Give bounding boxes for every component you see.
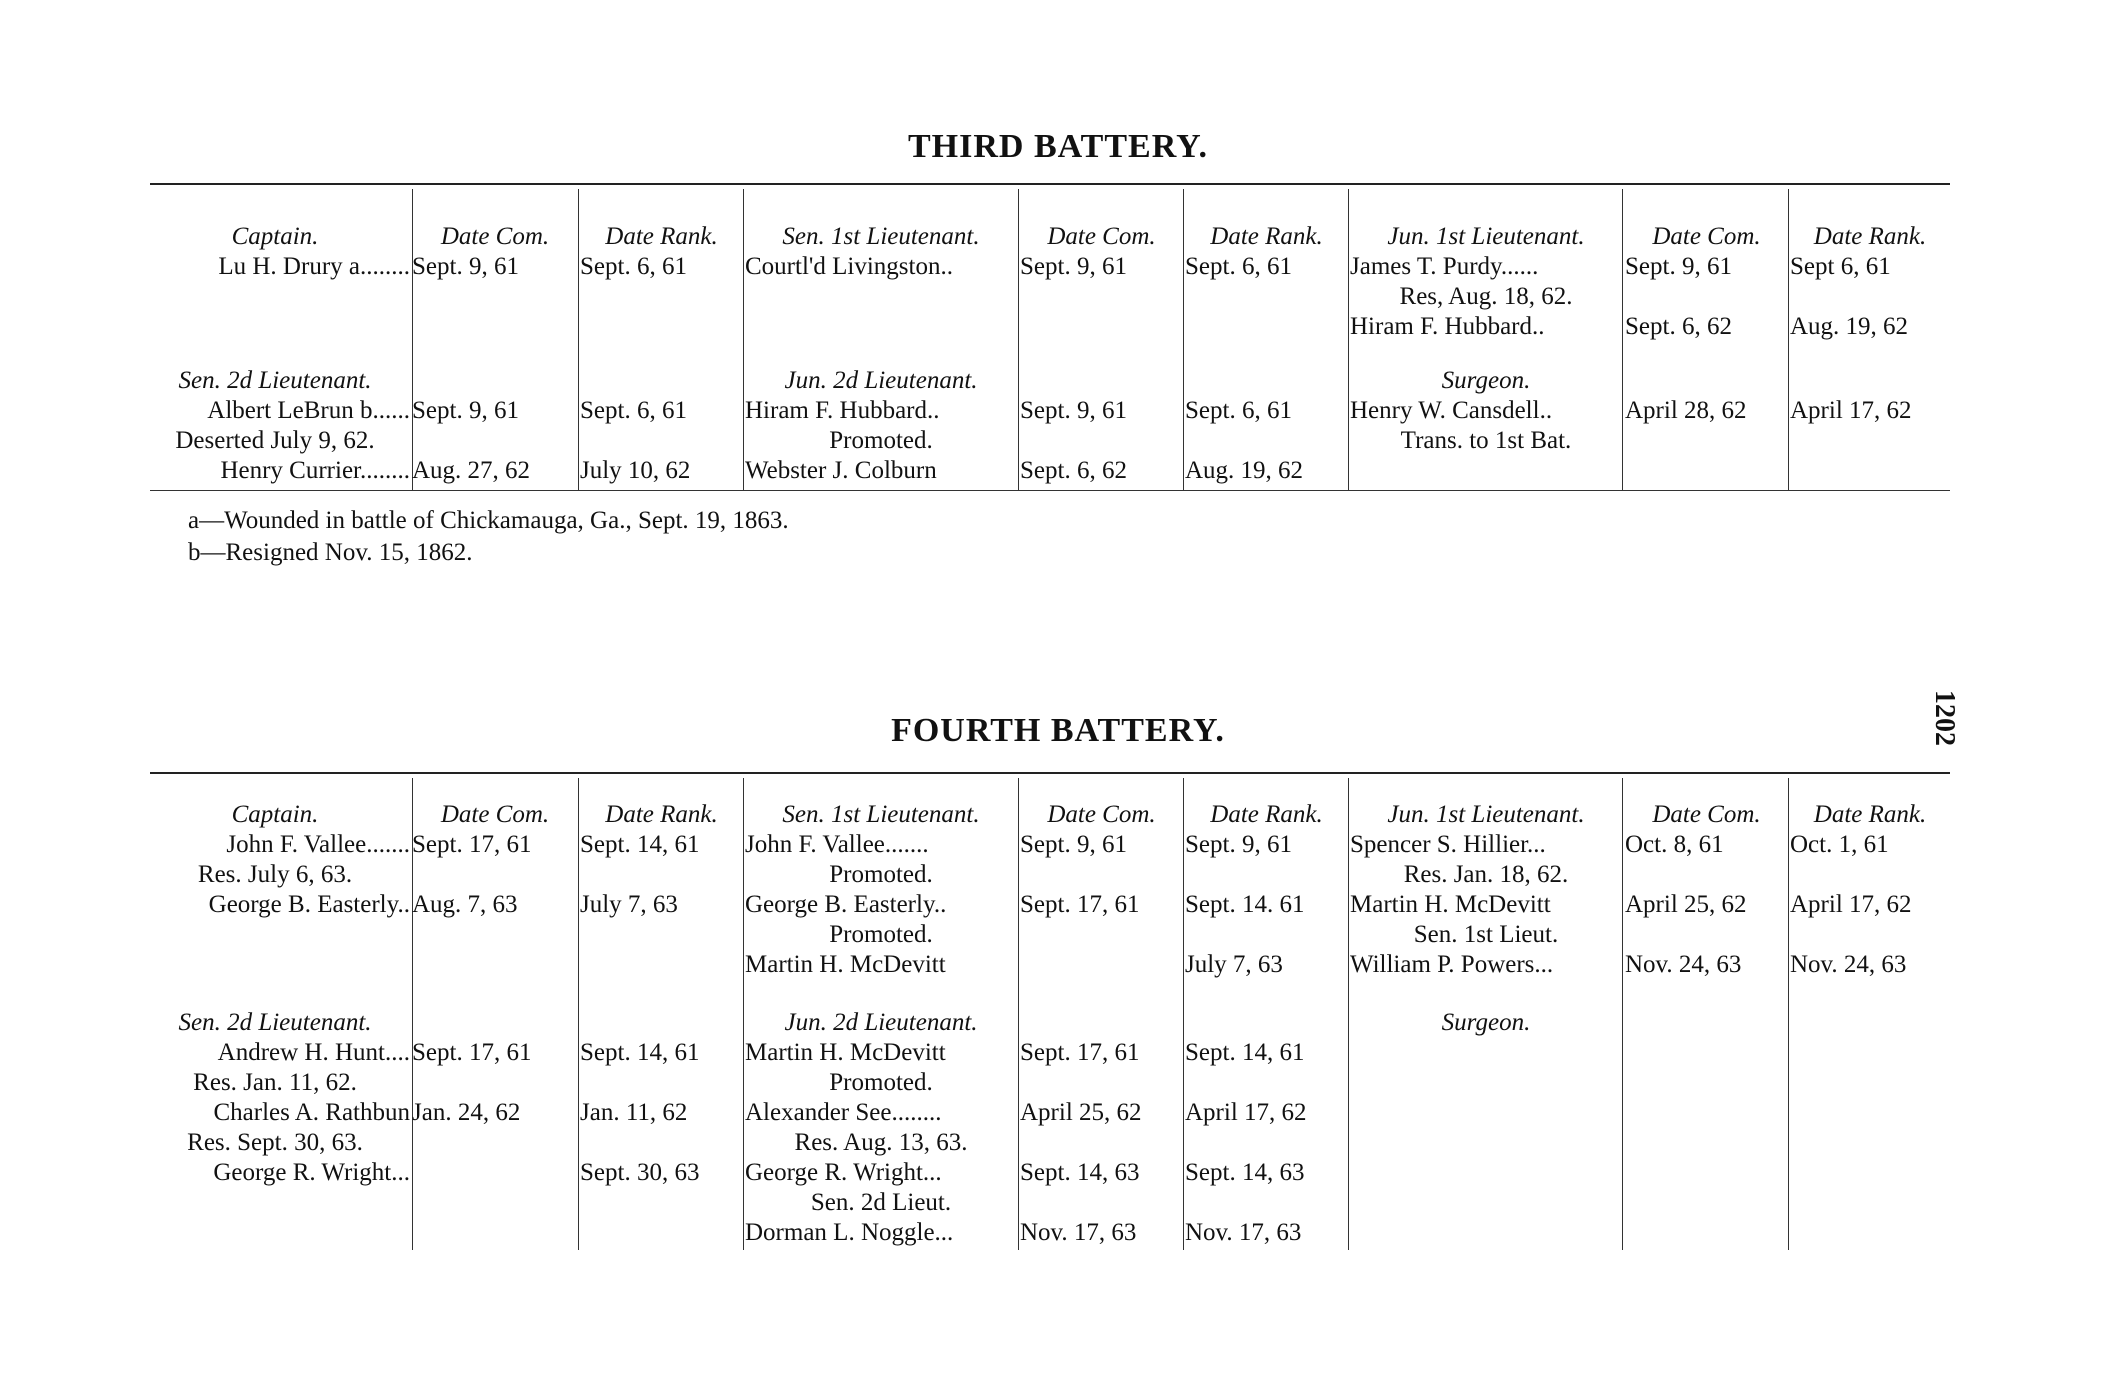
fourth-row1-2-col-6: Martin H. McDevitt <box>1350 891 1551 918</box>
fourth-header-7: Date Com. <box>1652 801 1761 828</box>
third-header-2: Date Rank. <box>605 223 718 250</box>
fourth-row1-2-col-5: Sept. 14. 61 <box>1185 891 1305 918</box>
fourth-row1-4-col-7: Nov. 24, 63 <box>1625 951 1742 978</box>
fourth-row2-2-col-5: April 17, 62 <box>1185 1099 1307 1126</box>
fourth-row2-4-col-5: Sept. 14, 63 <box>1185 1159 1305 1186</box>
third-row2-0-col-0: Albert LeBrun b...... <box>207 397 410 424</box>
fourth-row2-1-col-3: Promoted. <box>829 1069 933 1096</box>
third-column-divider <box>1018 189 1019 490</box>
fourth-row2-6-col-4: Nov. 17, 63 <box>1020 1219 1137 1246</box>
third-row2-2-col-0: Henry Currier........ <box>220 457 410 484</box>
fourth-row2-6-col-3: Dorman L. Noggle... <box>745 1219 954 1246</box>
fourth-title: FOURTH BATTERY. <box>891 712 1225 749</box>
fourth-row1-1-col-3: Promoted. <box>829 861 933 888</box>
fourth-row2-0-col-4: Sept. 17, 61 <box>1020 1039 1140 1066</box>
third-row1-0-col-6: James T. Purdy...... <box>1350 253 1539 280</box>
fourth-column-divider <box>1183 778 1184 1250</box>
fourth-header-3: Sen. 1st Lieutenant. <box>782 801 980 828</box>
fourth-column-divider <box>1622 778 1623 1250</box>
third-row2-2-col-2: July 10, 62 <box>580 457 691 484</box>
third-row2-0-col-7: April 28, 62 <box>1625 397 1747 424</box>
fourth-row2-3-col-0: Res. Sept. 30, 63. <box>187 1129 363 1156</box>
fourth-row2-2-col-4: April 25, 62 <box>1020 1099 1142 1126</box>
third-column-divider <box>1622 189 1623 490</box>
fourth-row1-2-col-2: July 7, 63 <box>580 891 678 918</box>
third-row1-2-col-8: Aug. 19, 62 <box>1790 313 1909 340</box>
fourth-row1-0-col-3: John F. Vallee....... <box>745 831 929 858</box>
fourth-top-rule <box>150 772 1950 774</box>
fourth-row2-2-col-3: Alexander See........ <box>745 1099 942 1126</box>
fourth-row2-6-col-5: Nov. 17, 63 <box>1185 1219 1302 1246</box>
fourth-row1-4-col-3: Martin H. McDevitt <box>745 951 946 978</box>
third-row1-0-col-3: Courtl'd Livingston.. <box>745 253 953 280</box>
third-column-divider <box>1183 189 1184 490</box>
fourth-row1-0-col-6: Spencer S. Hillier... <box>1350 831 1546 858</box>
third-row1-0-col-8: Sept 6, 61 <box>1790 253 1891 280</box>
fourth-row2-0-col-0: Andrew H. Hunt.... <box>217 1039 410 1066</box>
third-row2-0-col-6: Henry W. Cansdell.. <box>1350 397 1553 424</box>
fourth-row2-4-col-2: Sept. 30, 63 <box>580 1159 700 1186</box>
third-header2-6: Surgeon. <box>1441 367 1531 394</box>
fourth-row1-2-col-4: Sept. 17, 61 <box>1020 891 1140 918</box>
third-header-7: Date Com. <box>1652 223 1761 250</box>
third-row1-0-col-0: Lu H. Drury a........ <box>218 253 410 280</box>
third-header-1: Date Com. <box>440 223 550 250</box>
fourth-row2-3-col-3: Res. Aug. 13, 63. <box>794 1129 968 1156</box>
third-header-5: Date Rank. <box>1210 223 1323 250</box>
third-column-divider <box>578 189 579 490</box>
fourth-row2-0-col-1: Sept. 17, 61 <box>412 1039 532 1066</box>
fourth-column-divider <box>1788 778 1789 1250</box>
fourth-row1-1-col-0: Res. July 6, 63. <box>197 861 353 888</box>
third-row2-0-col-8: April 17, 62 <box>1790 397 1912 424</box>
third-header-6: Jun. 1st Lieutenant. <box>1387 223 1585 250</box>
fourth-row2-0-col-2: Sept. 14, 61 <box>580 1039 700 1066</box>
fourth-row1-0-col-5: Sept. 9, 61 <box>1185 831 1292 858</box>
fourth-row1-0-col-4: Sept. 9, 61 <box>1020 831 1127 858</box>
fourth-row1-2-col-3: George B. Easterly.. <box>745 891 947 918</box>
fourth-row1-0-col-7: Oct. 8, 61 <box>1625 831 1724 858</box>
third-row1-0-col-7: Sept. 9, 61 <box>1625 253 1732 280</box>
third-title: THIRD BATTERY. <box>908 128 1208 165</box>
third-row2-0-col-1: Sept. 9, 61 <box>412 397 519 424</box>
fourth-row1-4-col-6: William P. Powers... <box>1350 951 1554 978</box>
fourth-header-2: Date Rank. <box>605 801 718 828</box>
fourth-column-divider <box>1348 778 1349 1250</box>
fourth-header-1: Date Com. <box>440 801 550 828</box>
third-header-8: Date Rank. <box>1813 223 1927 250</box>
fourth-row1-0-col-8: Oct. 1, 61 <box>1790 831 1889 858</box>
fourth-row1-3-col-6: Sen. 1st Lieut. <box>1413 921 1559 948</box>
fourth-row1-4-col-5: July 7, 63 <box>1185 951 1283 978</box>
third-row2-0-col-2: Sept. 6, 61 <box>580 397 687 424</box>
fourth-header-0: Captain. <box>231 801 319 828</box>
third-bottom-rule <box>150 490 1950 491</box>
fourth-row2-4-col-3: George R. Wright... <box>745 1159 942 1186</box>
fourth-header2-0: Sen. 2d Lieutenant. <box>178 1009 372 1036</box>
fourth-row1-0-col-2: Sept. 14, 61 <box>580 831 700 858</box>
third-row2-1-col-6: Trans. to 1st Bat. <box>1400 427 1572 454</box>
third-row1-1-col-6: Res, Aug. 18, 62. <box>1399 283 1573 310</box>
fourth-column-divider <box>1018 778 1019 1250</box>
third-row2-2-col-3: Webster J. Colburn <box>745 457 937 484</box>
fourth-row2-2-col-0: Charles A. Rathbun <box>213 1099 410 1126</box>
third-row2-2-col-5: Aug. 19, 62 <box>1185 457 1304 484</box>
third-row2-2-col-4: Sept. 6, 62 <box>1020 457 1127 484</box>
page-number: 1202 <box>1929 690 1960 746</box>
third-top-rule <box>150 183 1950 185</box>
fourth-row1-2-col-8: April 17, 62 <box>1790 891 1912 918</box>
third-row1-2-col-6: Hiram F. Hubbard.. <box>1350 313 1545 340</box>
fourth-header2-6: Surgeon. <box>1441 1009 1531 1036</box>
third-header-0: Captain. <box>231 223 319 250</box>
fourth-row2-1-col-0: Res. Jan. 11, 62. <box>193 1069 357 1096</box>
fourth-header-6: Jun. 1st Lieutenant. <box>1387 801 1585 828</box>
fourth-header-5: Date Rank. <box>1210 801 1323 828</box>
fourth-row1-2-col-0: George B. Easterly.. <box>208 891 410 918</box>
fourth-row1-1-col-6: Res. Jan. 18, 62. <box>1403 861 1569 888</box>
fourth-column-divider <box>743 778 744 1250</box>
third-footnote-0: a—Wounded in battle of Chickamauga, Ga., Sept. 19, 1863. <box>188 507 789 534</box>
fourth-header2-3: Jun. 2d Lieutenant. <box>784 1009 978 1036</box>
fourth-column-divider <box>578 778 579 1250</box>
fourth-header-4: Date Com. <box>1047 801 1156 828</box>
fourth-row2-4-col-4: Sept. 14, 63 <box>1020 1159 1140 1186</box>
fourth-row2-0-col-3: Martin H. McDevitt <box>745 1039 946 1066</box>
third-row2-1-col-0: Deserted July 9, 62. <box>175 427 375 454</box>
third-header2-3: Jun. 2d Lieutenant. <box>784 367 978 394</box>
fourth-row2-0-col-5: Sept. 14, 61 <box>1185 1039 1305 1066</box>
fourth-row2-5-col-3: Sen. 2d Lieut. <box>810 1189 952 1216</box>
third-header-4: Date Com. <box>1047 223 1156 250</box>
third-header-3: Sen. 1st Lieutenant. <box>782 223 980 250</box>
third-row2-0-col-3: Hiram F. Hubbard.. <box>745 397 940 424</box>
fourth-row1-2-col-1: Aug. 7, 63 <box>412 891 518 918</box>
third-column-divider <box>1788 189 1789 490</box>
third-row1-0-col-5: Sept. 6, 61 <box>1185 253 1292 280</box>
third-row2-2-col-1: Aug. 27, 62 <box>412 457 531 484</box>
fourth-header-8: Date Rank. <box>1813 801 1927 828</box>
third-row1-0-col-1: Sept. 9, 61 <box>412 253 519 280</box>
third-row1-2-col-7: Sept. 6, 62 <box>1625 313 1732 340</box>
third-row2-0-col-5: Sept. 6, 61 <box>1185 397 1292 424</box>
fourth-row2-4-col-0: George R. Wright... <box>213 1159 410 1186</box>
fourth-row2-2-col-1: Jan. 24, 62 <box>412 1099 521 1126</box>
third-column-divider <box>1348 189 1349 490</box>
fourth-row1-0-col-1: Sept. 17, 61 <box>412 831 532 858</box>
third-row1-0-col-2: Sept. 6, 61 <box>580 253 687 280</box>
third-footnote-1: b—Resigned Nov. 15, 1862. <box>188 539 473 566</box>
fourth-row1-2-col-7: April 25, 62 <box>1625 891 1747 918</box>
third-column-divider <box>743 189 744 490</box>
fourth-row2-2-col-2: Jan. 11, 62 <box>580 1099 688 1126</box>
fourth-row1-4-col-8: Nov. 24, 63 <box>1790 951 1907 978</box>
third-header2-0: Sen. 2d Lieutenant. <box>178 367 372 394</box>
fourth-row1-3-col-3: Promoted. <box>829 921 933 948</box>
third-row2-1-col-3: Promoted. <box>829 427 933 454</box>
third-row1-0-col-4: Sept. 9, 61 <box>1020 253 1127 280</box>
third-row2-0-col-4: Sept. 9, 61 <box>1020 397 1127 424</box>
fourth-row1-0-col-0: John F. Vallee....... <box>226 831 410 858</box>
